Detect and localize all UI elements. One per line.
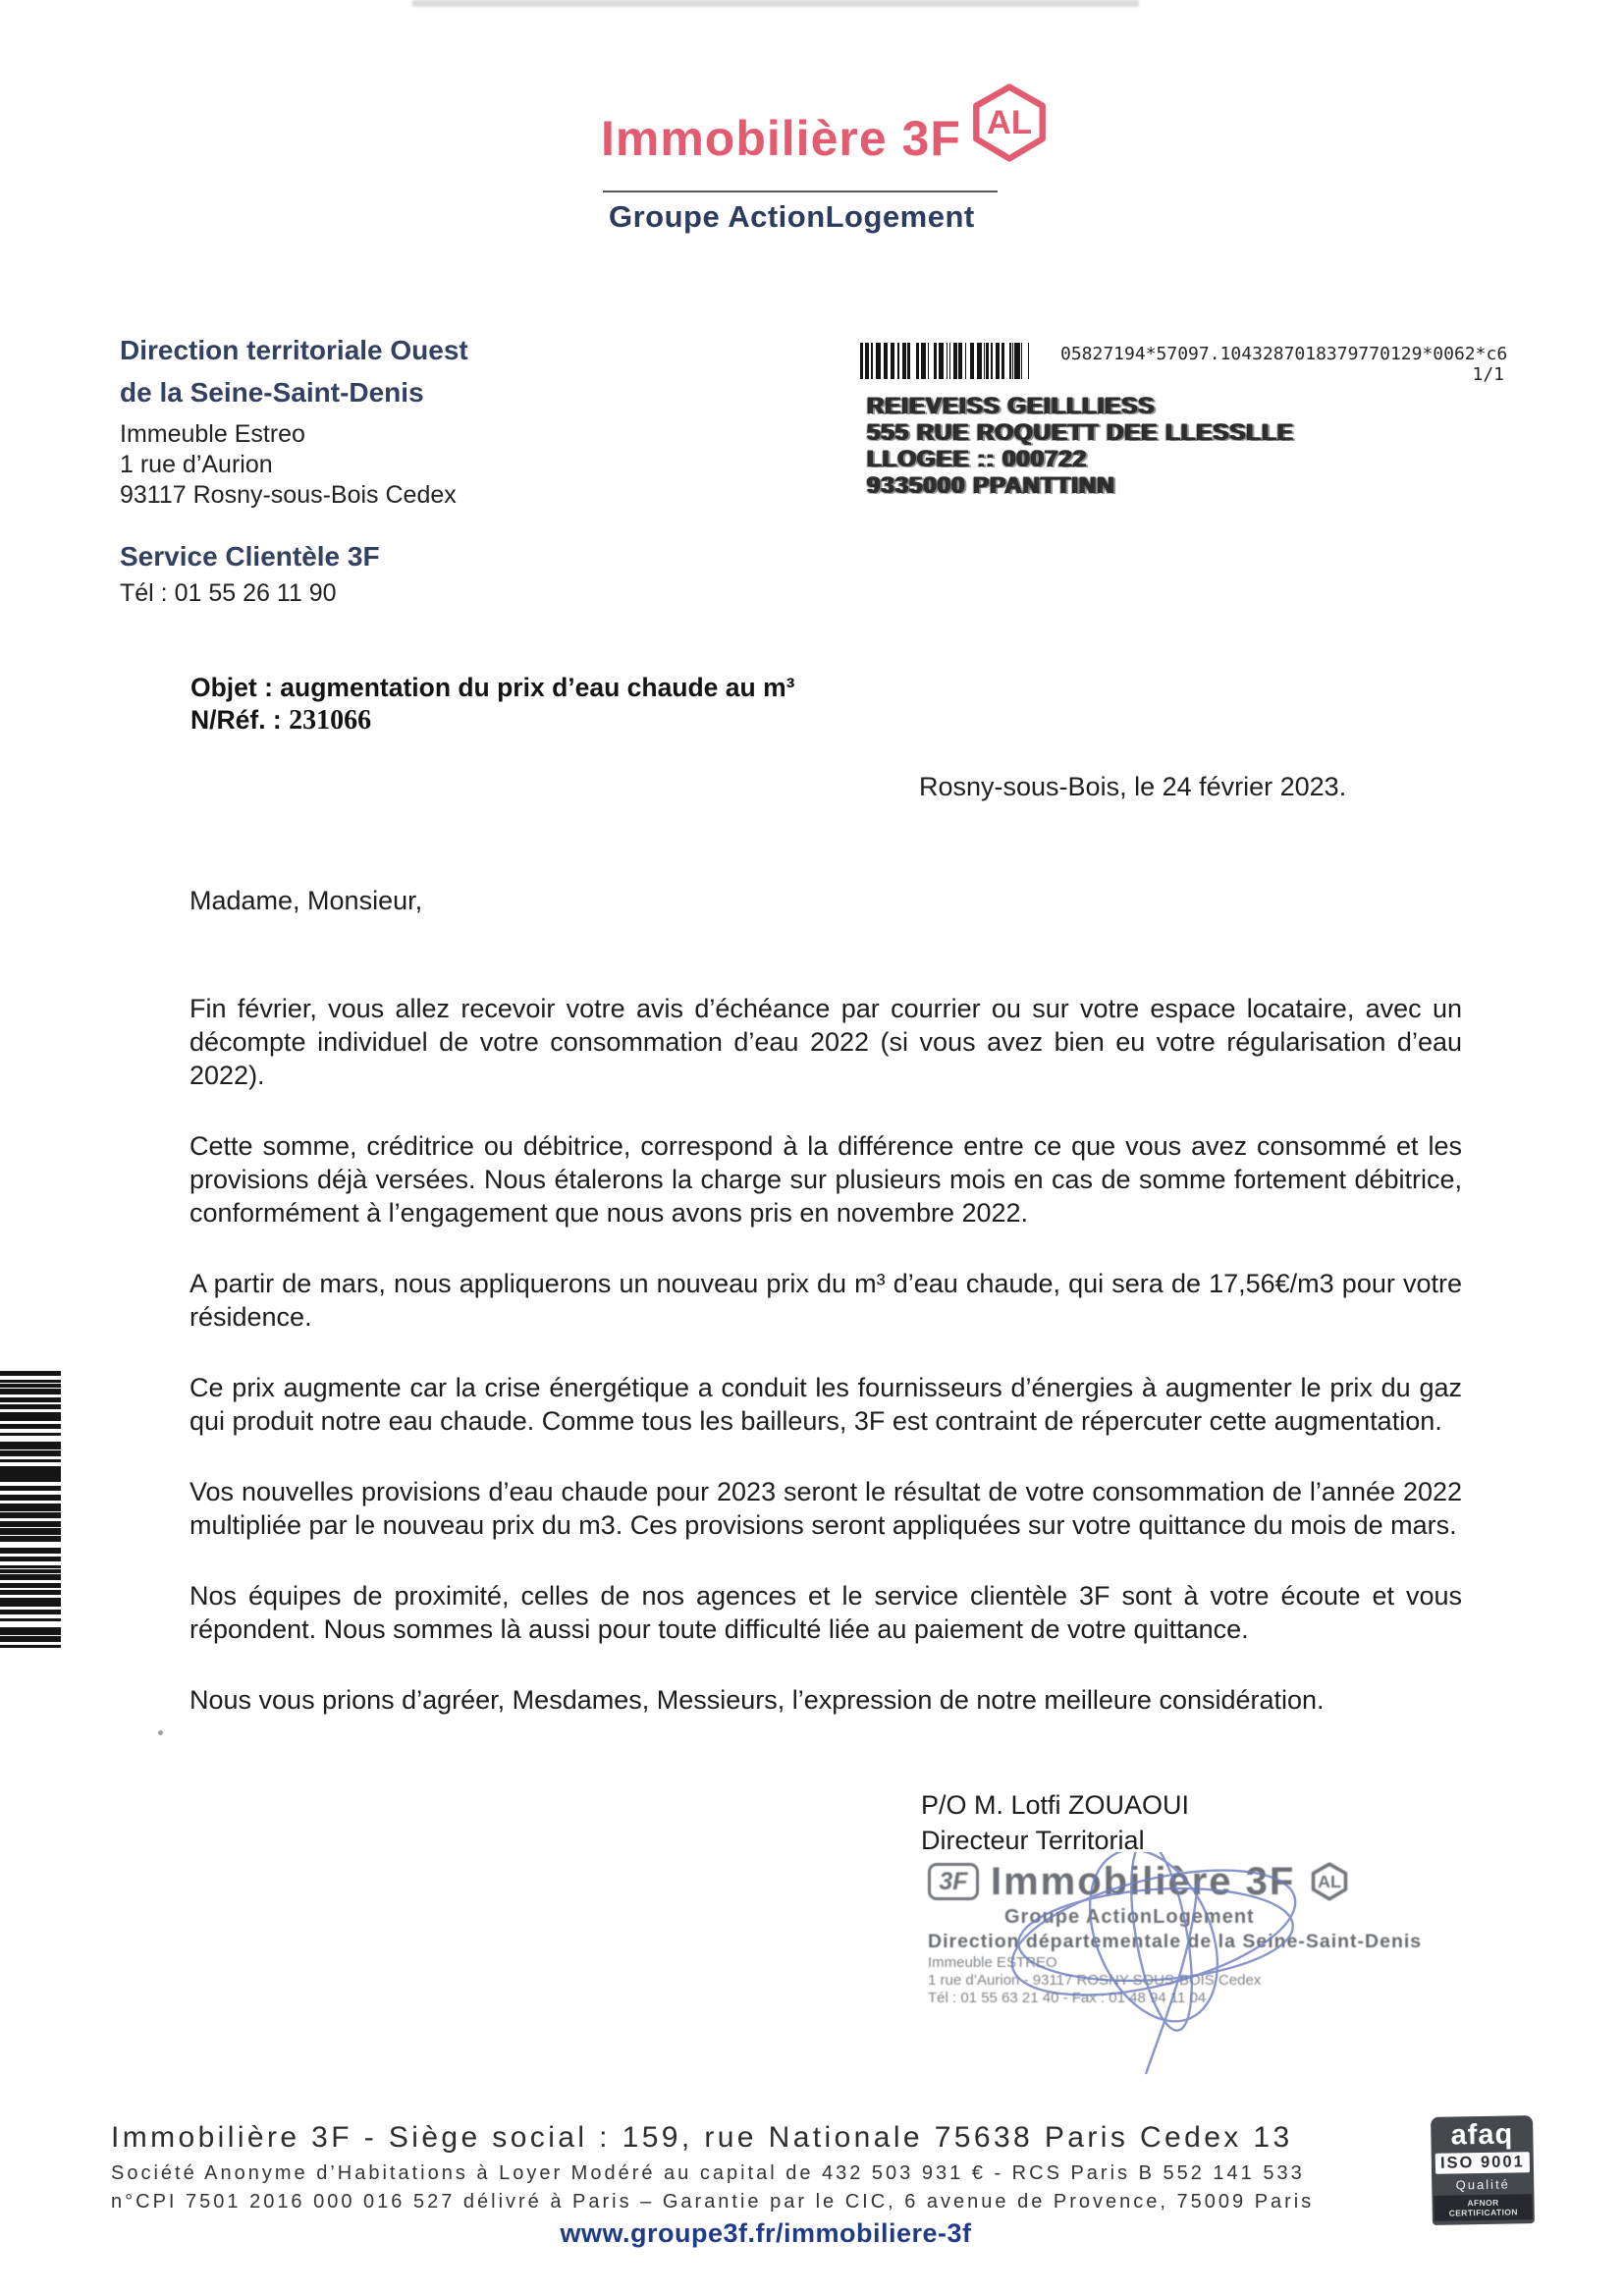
body-paragraph: Ce prix augmente car la crise énergétique a conduit les fournisseurs d’énergies à augmenter le prix du gaz qui produit notre eau chaude. Comme tous les bailleurs, 3F est contraint de répercuter cette augmentation. — [189, 1373, 1462, 1436]
footer-url: www.groupe3f.fr/immobiliere-3f — [560, 2218, 972, 2248]
body-paragraph: Fin février, vous allez recevoir votre avis d’échéance par courrier ou sur votre espace locataire, avec un décompte individuel de votre consommation d’eau 2022 (si vous avez bien eu votre régularisation d’eau 2022). — [189, 994, 1462, 1090]
body-paragraph: A partir de mars, nous appliquerons un nouveau prix du m³ d’eau chaude, qui sera de 17,56€/m3 pour votre résidence. — [189, 1269, 1462, 1332]
mailing-reference — [1060, 344, 1508, 385]
stamp-group-line: Groupe ActionLogement — [1004, 1906, 1255, 1928]
ref-label: N/Réf. : — [190, 705, 290, 735]
recipient-line: 9335000 PPANTTINN — [866, 472, 1114, 499]
sender-address-line: Immeuble Estreo — [120, 420, 305, 448]
brand-text: Immobilière 3F — [601, 111, 961, 166]
svg-text:AL: AL — [986, 103, 1033, 141]
footer-line-2: Société Anonyme d’Habitations à Loyer Modéré au capital de 432 503 931 € - RCS Paris B 552 141 533 — [111, 2162, 1305, 2184]
ref-line — [190, 704, 794, 737]
recipient-line: 555 RUE ROQUETT DEE LLESSLLE — [866, 419, 1293, 446]
subject-block — [190, 672, 794, 737]
afaq-certification-badge — [1431, 2115, 1535, 2225]
stamp-brand-text: Immobilière 3F — [991, 1859, 1296, 1903]
afaq-quality-label: Qualité — [1455, 2176, 1510, 2193]
body-paragraph: Cette somme, créditrice ou débitrice, correspond à la différence entre ce que vous avez consommé et les provisions déjà versées. Nous étalerons la charge sur plusieurs mois en cas de somme fortement débitrice, conformément à l’engagement que nous avons pris en novembre 2022. — [189, 1131, 1462, 1228]
logo-subtitle: Groupe ActionLogement — [609, 199, 975, 234]
sender-phone: Tél : 01 55 26 11 90 — [120, 579, 337, 607]
body-paragraph: Nos équipes de proximité, celles de nos agences et le service clientèle 3F sont à votre écoute et vous répondent. Nous sommes là aussi pour toute difficulté liée au paiement de votre quittance. — [189, 1581, 1462, 1644]
stamp-phone-line: Tél : 01 55 63 21 40 - Fax : 01 48 94 11 04 — [928, 1990, 1207, 2006]
signoff — [921, 1787, 1189, 1858]
recipient-line: REIEVEISS GEILLLIESS — [866, 393, 1155, 419]
logo — [599, 84, 1060, 249]
afaq-afnor-label: AFNOR CERTIFICATION — [1434, 2194, 1532, 2221]
afaq-logo: afaq — [1450, 2118, 1514, 2152]
stamp-street-line: 1 rue d’Aurion - 93117 ROSNY-SOUS-BOIS Cedex — [928, 1972, 1262, 1989]
footer-line-1: Immobilière 3F - Siège social : 159, rue Nationale 75638 Paris Cedex 13 — [111, 2121, 1293, 2154]
sender-address-line: 93117 Rosny-sous-Bois Cedex — [120, 481, 457, 509]
logo-divider — [603, 191, 998, 192]
scan-artifact — [412, 0, 1139, 7]
sender-service-label: Service Clientèle 3F — [120, 541, 380, 572]
mailing-reference-number: 05827194*57097.1043287018379770129*0062*c6 — [1060, 344, 1508, 364]
subject-line: Objet : augmentation du prix d’eau chaude au m³ — [190, 673, 795, 702]
footer-line-3: n°CPI 7501 2016 000 016 527 délivré à Paris – Garantie par le CIC, 6 avenue de Provence, 75009 Paris — [111, 2191, 1315, 2213]
mailing-page-count: 1/1 — [1472, 364, 1504, 385]
ref-value: 231066 — [289, 705, 372, 736]
svg-text:AL: AL — [1318, 1871, 1342, 1891]
dateline: Rosny-sous-Bois, le 24 février 2023. — [919, 772, 1347, 801]
letter-body — [189, 884, 1462, 1717]
recipient-line: LLOGEE :: 000722 — [866, 446, 1087, 472]
signoff-title: Directeur Territorial — [921, 1826, 1145, 1855]
stamp-dept-line: Direction départementale de la Seine-Saint-Denis — [928, 1931, 1423, 1952]
stamp-3f-badge-icon: 3F — [928, 1863, 979, 1900]
sender-dept-line1: Direction territoriale Ouest — [120, 335, 468, 365]
recipient-address — [866, 393, 1293, 499]
scan-artifact — [158, 1730, 163, 1735]
left-barcode — [0, 1371, 61, 1650]
sender-address-line: 1 rue d’Aurion — [120, 451, 273, 478]
body-paragraph: Vos nouvelles provisions d’eau chaude pour 2023 seront le résultat de votre consommation de l’année 2022 multipliée par le nouveau prix du m3. Ces provisions seront appliquées sur votre quittance du mois de mars. — [189, 1477, 1462, 1540]
salutation: Madame, Monsieur, — [189, 886, 423, 915]
mailing-barcode — [860, 343, 1029, 379]
sender-dept-line2: de la Seine-Saint-Denis — [120, 377, 424, 408]
afaq-iso-label: ISO 9001 — [1435, 2152, 1530, 2174]
signoff-name: P/O M. Lotfi ZOUAOUI — [921, 1790, 1190, 1820]
signature-scribble — [997, 1852, 1321, 2078]
body-paragraph: Nous vous prions d’agréer, Mesdames, Messieurs, l’expression de notre meilleure considération. — [189, 1685, 1325, 1715]
stamp-building-line: Immeuble ESTREO — [928, 1954, 1057, 1971]
al-badge-icon — [964, 82, 1055, 168]
